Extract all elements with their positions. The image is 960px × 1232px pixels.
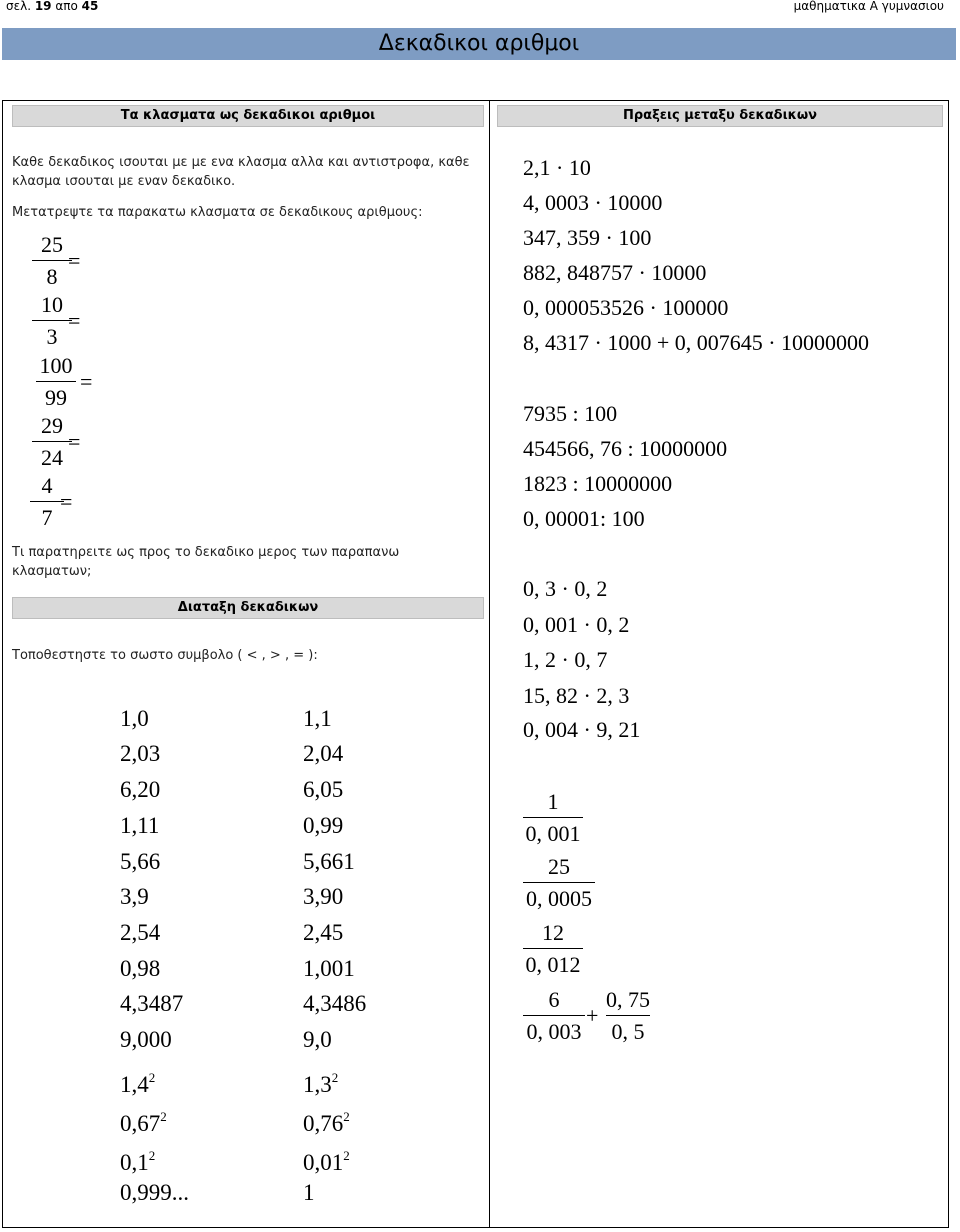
left-value: 0,98: [120, 956, 161, 981]
denominator: 0, 012: [525, 952, 581, 977]
fraction-bar: [32, 260, 72, 261]
expression: 882, 848757 · 10000: [523, 260, 707, 285]
expression: 4, 0003 · 10000: [523, 190, 663, 215]
section-title-sorting: Διαταξη δεκαδικων: [12, 597, 484, 619]
expression: 2,1 · 10: [523, 155, 591, 180]
equals-sign: =: [60, 489, 73, 514]
left-value: 9,000: [120, 1027, 172, 1052]
section-title-fractions: Τα κλασματα ως δεκαδικοι αριθμοι: [12, 105, 484, 127]
sorting-instruction: Τοποθεστηστε το σωστο συμβολο ( < , > , = ):: [12, 648, 318, 663]
right-value: 9,0: [303, 1027, 332, 1052]
denominator: 0, 003: [526, 1019, 582, 1044]
plus-sign: +: [586, 1003, 599, 1028]
exponent: 2: [148, 1070, 156, 1085]
right-value: 1: [303, 1180, 315, 1205]
denominator: 99: [45, 385, 67, 410]
right-value: $1,3^2$: [303, 1070, 339, 1097]
page-title: Δεκαδικοι αριθμοι: [2, 28, 956, 60]
right-value: 0,99: [303, 813, 344, 838]
left-value: 0,999...: [120, 1180, 189, 1205]
equals-sign: =: [68, 429, 81, 454]
equals-sign: =: [68, 248, 81, 273]
fraction-bar: [32, 441, 72, 442]
fraction-bar: [523, 882, 595, 883]
right-value: 3,90: [303, 884, 344, 909]
left-value: 6,20: [120, 777, 161, 802]
right-value: 0,01$^2$: [303, 1148, 350, 1175]
left-value: 1,0: [120, 706, 149, 731]
numerator: 4: [41, 473, 53, 498]
numerator: 10: [41, 292, 63, 317]
fraction-bar: [606, 1015, 650, 1016]
denominator: 8: [46, 264, 58, 289]
numerator: 100: [39, 353, 73, 378]
left-value: 0,67$^2$: [120, 1109, 167, 1136]
section-title-operations: Πραξεις μεταξυ δεκαδικων: [497, 105, 943, 127]
expression: 347, 359 · 100: [523, 225, 652, 250]
intro-text: Καθε δεκαδικος ισουται με με ενα κλασμα αλλα και αντιστροφα, καθε κλασμα ισουται με εναν δεκαδικο.: [12, 155, 470, 189]
expression: 1823 : 10000000: [523, 471, 673, 496]
expression: 0, 000053526 · 100000: [523, 295, 729, 320]
denominator: 24: [41, 445, 63, 470]
right-value: 2,45: [303, 920, 344, 945]
expression: 15, 82 · 2, 3: [523, 683, 630, 708]
fraction-bar: [523, 1015, 585, 1016]
left-value: 2,03: [120, 741, 161, 766]
expression: 8, 4317 · 1000 + 0, 007645 · 10000000: [523, 330, 870, 355]
expression: 1, 2 · 0, 7: [523, 647, 608, 672]
numerator: 12: [542, 920, 564, 945]
right-value: 1,001: [303, 956, 355, 981]
right-value: 6,05: [303, 777, 344, 802]
exponent: 2: [148, 1148, 156, 1163]
exponent: 2: [160, 1109, 167, 1124]
course-title: μαθηματικα Α γυμνασιου: [793, 0, 944, 13]
denominator: 0, 001: [525, 821, 581, 846]
expression: 0, 001 · 0, 2: [523, 612, 630, 637]
right-value: 5,661: [303, 849, 355, 874]
left-value: 2,54: [120, 920, 161, 945]
denominator: 0, 0005: [526, 886, 592, 911]
fraction-bar: [523, 817, 583, 818]
exponent: 2: [343, 1109, 350, 1124]
right-value: 0,76$^2$: [303, 1109, 350, 1136]
numerator: 1: [547, 789, 559, 814]
left-value: $1,4^2$: [120, 1070, 156, 1097]
denominator: 3: [46, 324, 58, 349]
left-value: 4,3487: [120, 991, 184, 1016]
right-value: 1,1: [303, 706, 332, 731]
expression: 0, 3 · 0, 2: [523, 576, 608, 601]
fraction-bar: [30, 501, 64, 502]
right-value: 4,3486: [303, 991, 367, 1016]
numerator: 29: [41, 413, 63, 438]
exponent: 2: [331, 1070, 339, 1085]
fraction-bar: [32, 320, 72, 321]
right-value: 2,04: [303, 741, 344, 766]
left-value: 3,9: [120, 884, 149, 909]
denominator: 0, 5: [611, 1019, 645, 1044]
numerator: 25: [41, 232, 63, 257]
left-value: $0,1^2$: [120, 1148, 156, 1175]
question-text: Τι παρατηρειτε ως προς το δεκαδικο μερος των παραπανω κλασματων;: [12, 545, 400, 579]
exponent: 2: [343, 1148, 350, 1163]
denominator: 7: [41, 505, 53, 530]
page-number: σελ. 19 απο 45: [6, 0, 99, 13]
numerator: 25: [548, 854, 570, 879]
fraction-bar: [36, 381, 76, 382]
left-value: 5,66: [120, 849, 161, 874]
column-divider: [489, 100, 490, 1228]
expression: 0, 004 · 9, 21: [523, 717, 641, 742]
expression: 7935 : 100: [523, 401, 618, 426]
expression: 454566, 76 : 10000000: [523, 436, 728, 461]
expression: 0, 00001: 100: [523, 506, 645, 531]
left-value: 1,11: [120, 813, 160, 838]
equals-sign: =: [68, 308, 81, 333]
instruction-text: Μετατρεψτε τα παρακατω κλασματα σε δεκαδικους αριθμους:: [12, 205, 423, 220]
fraction-bar: [523, 948, 583, 949]
numerator: 0, 75: [606, 987, 650, 1012]
equals-sign: =: [80, 369, 93, 394]
numerator: 6: [548, 987, 560, 1012]
